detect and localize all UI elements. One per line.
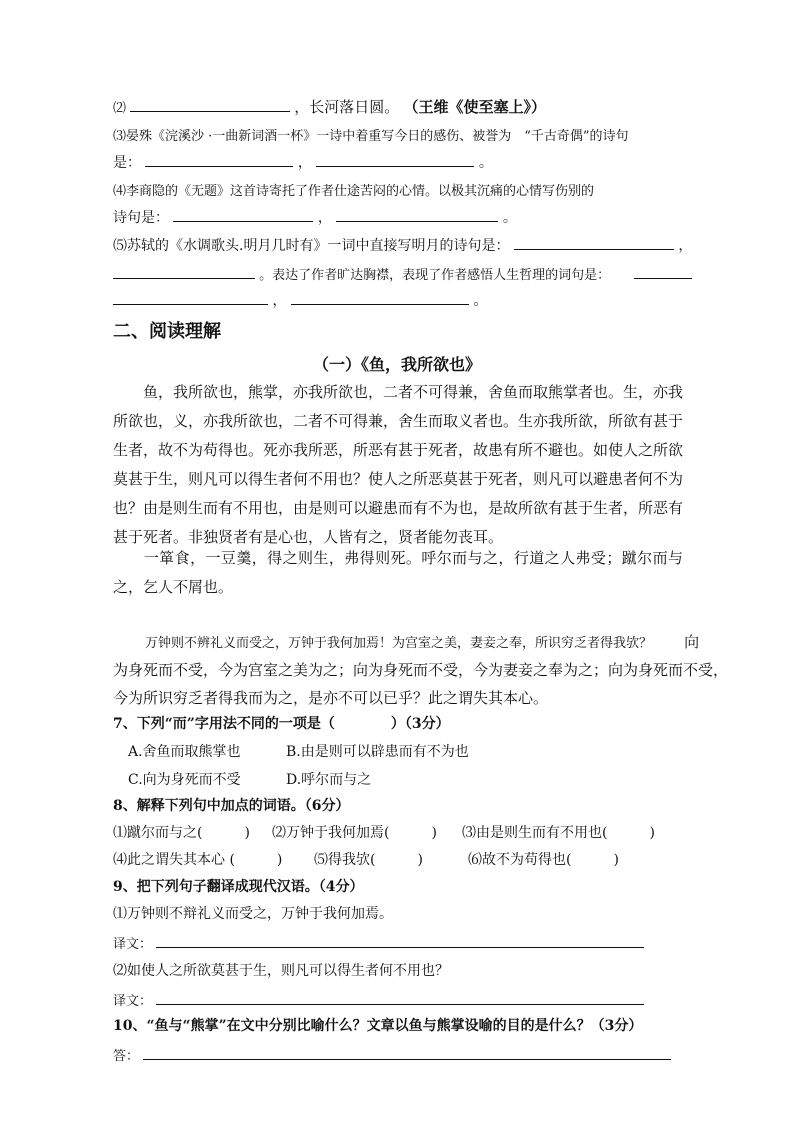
fill-q5-line3: [113, 290, 487, 310]
q5-blank-1[interactable]: [514, 236, 674, 250]
fill-q3-line2: [113, 152, 493, 172]
fill-q4-line2: [113, 207, 517, 227]
q5-mid: 。表达了作者旷达胸襟，表现了作者感悟人生哲理的词句是：: [259, 268, 611, 283]
q5-blank-3[interactable]: [634, 265, 692, 279]
q9-answer-1-line[interactable]: [156, 934, 644, 948]
q10-title: 10、“鱼与“熊掌”在文中分别比喻什么？文章以鱼与熊掌设喻的目的是什么？（3分）: [113, 1018, 643, 1034]
q2-source: （王维《使至塞上》）: [403, 98, 546, 116]
q8-item-2[interactable]: ⑵万钟于我何加焉( ): [272, 825, 437, 841]
q9-answer-1-label: 译文：: [113, 937, 153, 952]
passage-p3-tail: 向: [684, 633, 700, 651]
q3-prefix: 是：: [113, 155, 141, 171]
q8-item-1[interactable]: ⑴蹴尔而与之( ): [113, 825, 250, 841]
q3-sep: ，: [297, 155, 312, 171]
q3-blank-2[interactable]: [316, 153, 474, 167]
q9-answer-2-line[interactable]: [156, 991, 644, 1005]
q5-end: 。: [473, 293, 488, 309]
q4-end: 。: [502, 210, 517, 226]
fill-q5-line2: [113, 264, 692, 283]
q3-blank-1[interactable]: [145, 153, 293, 167]
q5-blank-2[interactable]: [113, 265, 255, 279]
q10-answer-label: 答：: [113, 1049, 140, 1064]
passage-paragraph-3-line3: 今为所识穷乏者得我而为之，是亦不可以已乎？此之谓失其本心。: [113, 689, 549, 707]
passage-p3-text: 万钟则不辨礼义而受之，万钟于我何加焉！为宫室之美，妻妾之奉，所识穷乏者得我欤？: [145, 636, 653, 651]
fill-q3-line1: ⑶晏殊《浣溪沙 ·一曲新词酒一杯》一诗中着重写今日的感伤、被誉为 “千古奇偶”的诗句: [113, 129, 629, 144]
fill-q5-line1: [113, 235, 692, 255]
passage-paragraph-1: 鱼，我所欲也，熊掌，亦我所欲也，二者不可得兼，舍鱼而取熊掌者也。生，亦我所欲也，义，亦我所欲也，二者不可得兼，舍生而取义者也。生亦我所欲，所欲有甚于生者，故不为苟得也。死亦我所恶，所恶有甚于死者，故患有所不避也。如使人之所欲莫甚于生，则凡可以得生者何不用也？使人之所恶莫甚于死者，则凡可以避患者何不为也？由是则生而有不用也，由是则可以避患而有不为也，是故所欲有甚于生者，所恶有甚于死者。非独贤者有是心也，人皆有之，贤者能勿丧耳。: [113, 383, 684, 546]
q10-answer: [113, 1045, 671, 1064]
q5-text: ⑸苏轼的《水调歌头.明月几时有》一词中直接写明月的诗句是：: [113, 238, 510, 254]
q8-item-5[interactable]: ⑸得我欤( ): [314, 852, 423, 868]
q7-option-b[interactable]: B.由是则可以辟患而有不为也: [286, 744, 469, 760]
q5-blank-5[interactable]: [291, 291, 469, 305]
q10-answer-line[interactable]: [143, 1046, 671, 1060]
q4-blank-2[interactable]: [336, 208, 498, 222]
passage-paragraph-3-line1: [145, 631, 699, 652]
section-title: 二、阅读理解: [113, 321, 221, 342]
passage-title: （一）《鱼，我所欲也》: [312, 355, 481, 374]
q3-end: 。: [478, 155, 493, 171]
q5-comma: ，: [678, 238, 693, 254]
q8-item-3[interactable]: ⑶由是则生而有不用也( ): [462, 825, 655, 841]
passage-paragraph-3-line2: 为身死而不受，今为宫室之美为之；向为身死而不受，今为妻妾之奉为之；向为身死而不受，: [113, 661, 729, 679]
q4-sep: ，: [317, 210, 332, 226]
fill-q2: [113, 96, 546, 117]
q4-blank-1[interactable]: [173, 208, 313, 222]
q2-number: ⑵: [113, 101, 127, 116]
q9-answer-2-label: 译文：: [113, 994, 153, 1009]
q5-sep: ，: [272, 293, 287, 309]
q9-sentence-1: ⑴万钟则不辩礼义而受之，万钟于我何加焉。: [113, 906, 393, 922]
q8-item-4[interactable]: ⑷此之谓失其本心 ( ): [113, 852, 283, 868]
q7-option-a[interactable]: A.舍鱼而取熊掌也: [128, 744, 241, 760]
q2-text: ，长河落日圆。: [294, 98, 400, 116]
q7-option-c[interactable]: C.向为身死而不受: [128, 772, 241, 788]
q2-blank[interactable]: [130, 98, 290, 112]
passage-paragraph-2: 一箪食，一豆羹，得之则生，弗得则死。呼尔而与之，行道之人弗受；蹴尔而与之，乞人不屑也。: [113, 549, 683, 596]
q8-item-6[interactable]: ⑹故不为苟得也( ): [468, 852, 619, 868]
q7-option-d[interactable]: D.呼尔而与之: [286, 772, 372, 788]
q5-blank-4[interactable]: [113, 291, 268, 305]
q8-title: 8、解释下列句中加点的词语。（6分）: [113, 798, 350, 814]
q4-prefix: 诗句是：: [113, 210, 169, 226]
fill-q4-line1: ⑷李商隐的《无题》这首诗寄托了作者仕途苦闷的心情。以极其沉痛的心情写伤别的: [113, 184, 595, 199]
q7-title: 7、下列“而”字用法不同的一项是（ ）（3分）: [113, 716, 450, 732]
q9-title: 9、把下列句子翻译成现代汉语。（4分）: [113, 879, 364, 895]
q9-sentence-2: ⑵如使人之所欲莫甚于生，则凡可以得生者何不用也？: [113, 963, 449, 979]
q9-answer-1: [113, 933, 644, 952]
q9-answer-2: [113, 990, 644, 1009]
